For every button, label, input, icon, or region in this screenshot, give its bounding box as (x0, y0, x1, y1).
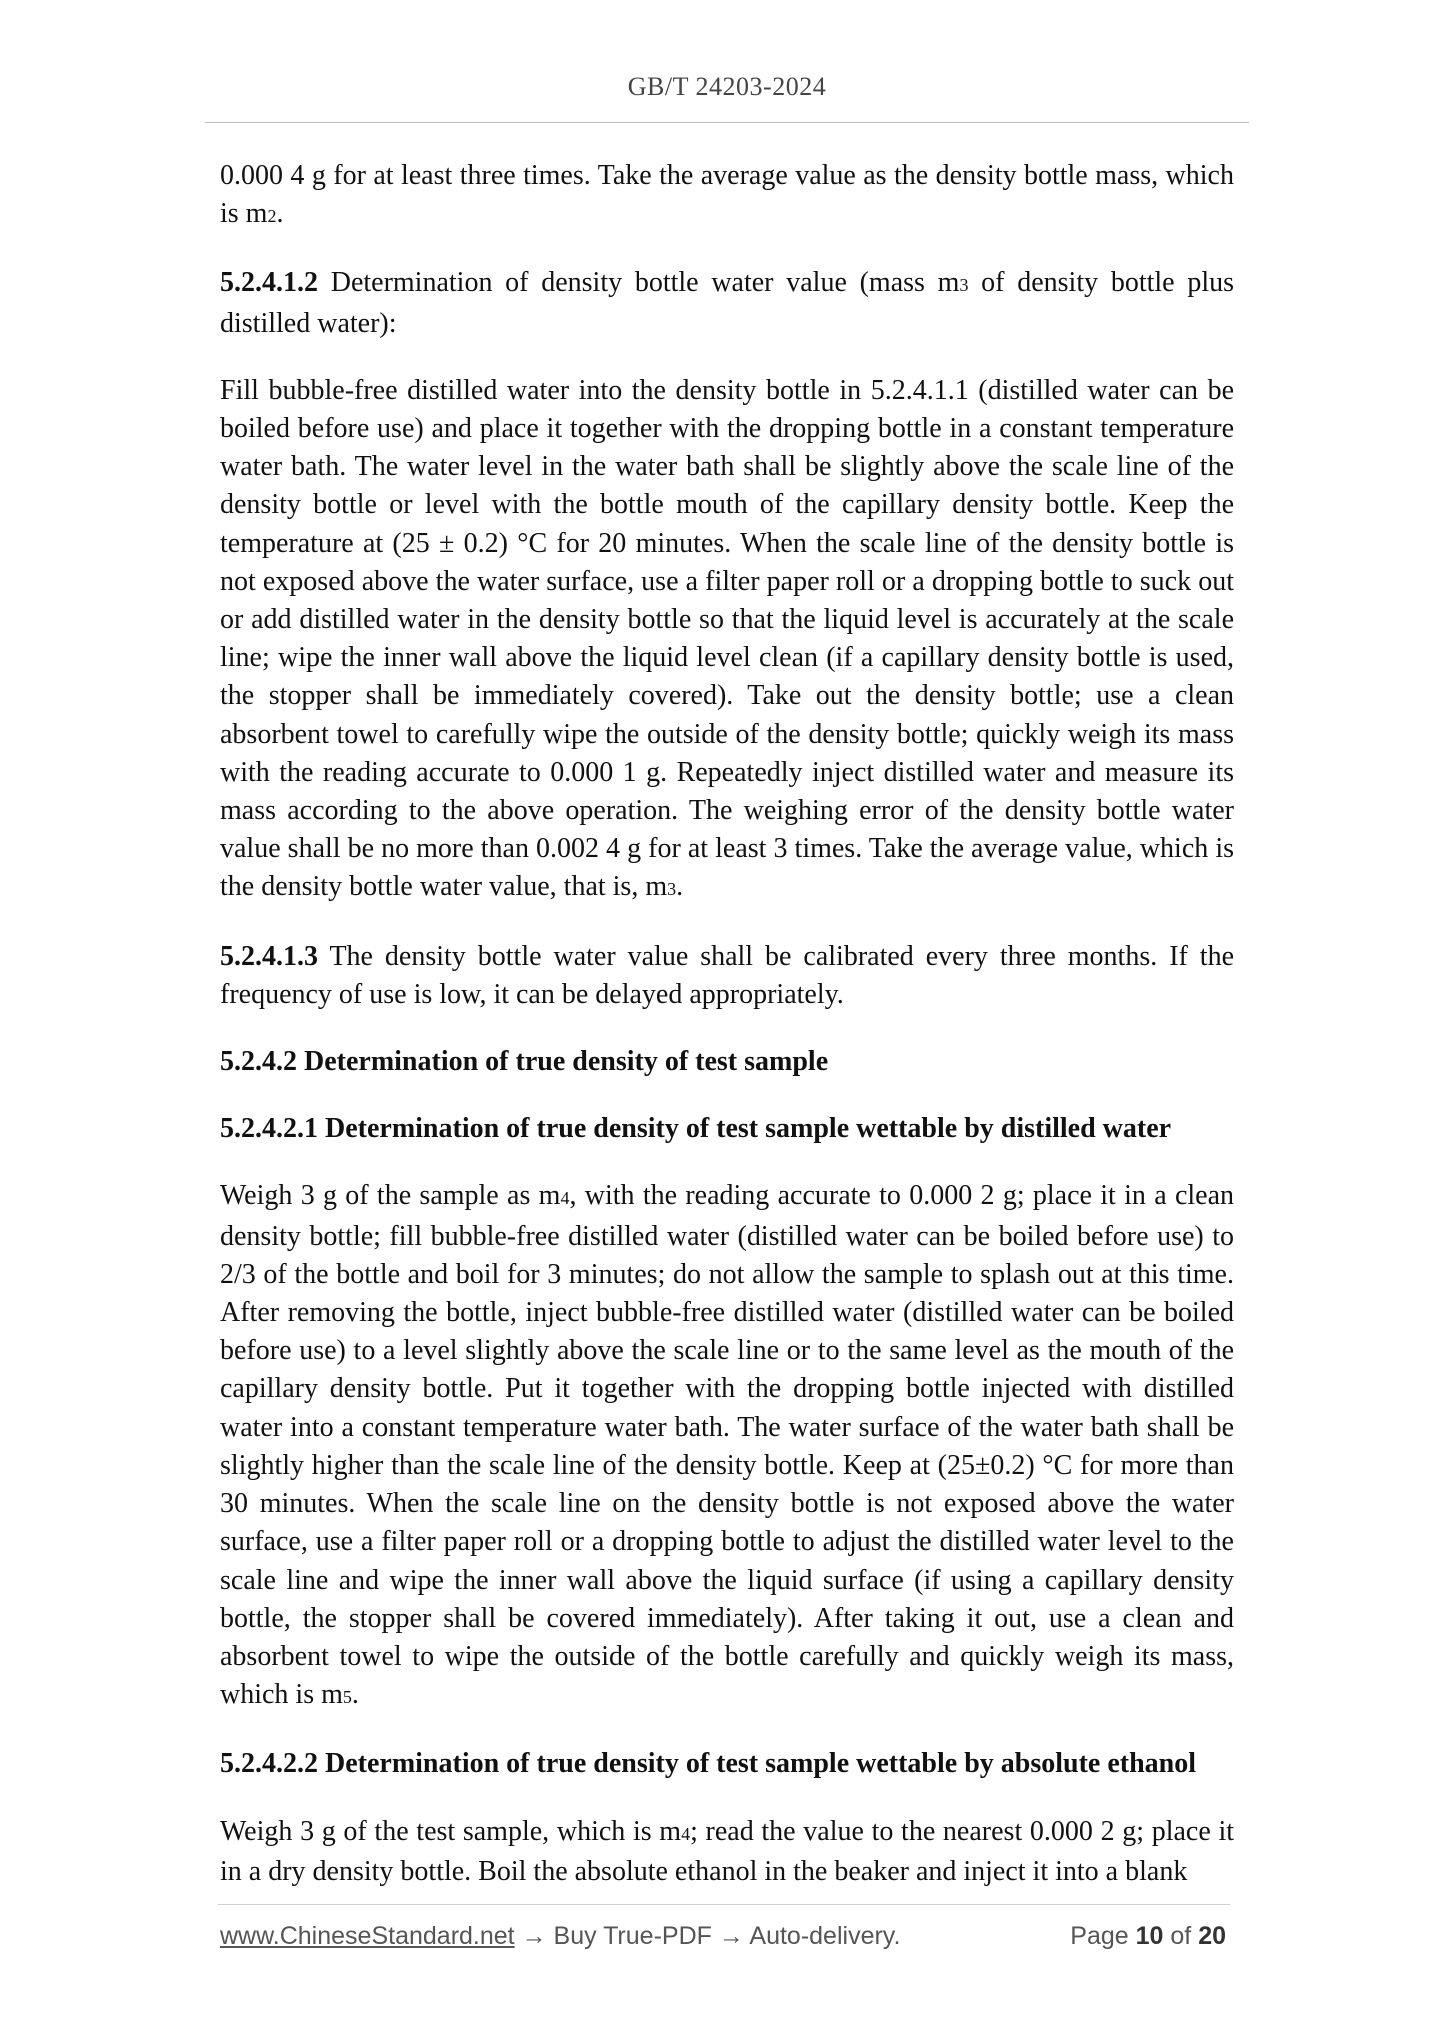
section-heading-5-2-4-2-2: 5.2.4.2.2 Determination of true density of test sample wettable by absolute ethanol (220, 1748, 1197, 1780)
paragraph-text-cont: , with the reading accurate to 0.000 2 g; place it in a clean density bottle; fill bubble-free distilled water (distilled water can be boiled before use) to 2/3 of the bottle and boil for 3 minutes; do not allow the sample to splash out at this time. After removing the bottle, inject bubble-free distilled water (distilled water can be boiled before use) to a level slightly above the scale line or to the same level as the mouth of the capillary density bottle. Put it together with the dropping bottle injected with distilled water into a constant temperature water bath. The water surface of the water bath shall be slightly higher than the scale line of the density bottle. Keep at (25±0.2) °C for more than 30 minutes. When the scale line on the density bottle is not exposed above the water surface, use a filter paper roll or a dropping bottle to adjust the distilled water level to the scale line and wipe the inner wall above the liquid surface (if using a capillary density bottle, the stopper shall be covered immediately). After taking it out, use a clean and absorbent towel to wipe the outside of the bottle carefully and quickly weigh its mass, which is m (220, 1180, 1234, 1711)
paragraph-text: Weigh 3 g of the test sample, which is m (220, 1815, 682, 1847)
clause-number: 5.2.4.1.3 (220, 940, 318, 972)
paragraph-procedure-distilled-water (220, 1177, 1234, 1716)
clause-number: 5.2.4.1.2 (220, 267, 318, 299)
paragraph-text: Weigh 3 g of the sample as m (220, 1180, 561, 1212)
page-header: GB/T 24203-2024 (627, 72, 827, 101)
page-label: Page (1070, 1922, 1136, 1950)
page-footer (220, 1922, 1230, 1958)
paragraph-end: . (276, 198, 284, 230)
subscript: 3 (959, 275, 969, 296)
clause-5-2-4-1-2 (220, 264, 1234, 342)
paragraph-procedure-ethanol (220, 1813, 1234, 1891)
footer-tagline: → Buy True-PDF → Auto-delivery. (514, 1922, 901, 1950)
total-page-number: 20 (1198, 1922, 1226, 1950)
subscript: 3 (667, 879, 677, 900)
section-heading-5-2-4-2: 5.2.4.2 Determination of true density of test sample (220, 1046, 829, 1078)
paragraph-end: . (351, 1679, 359, 1711)
clause-5-2-4-1-3 (220, 938, 1234, 1014)
paragraph-text: 0.000 4 g for at least three times. Take the average value as the density bottle mass, which is m (220, 160, 1234, 230)
clause-text: Determination of density bottle water value (mass m (318, 267, 960, 299)
page-indicator (1070, 1922, 1226, 1951)
website-link[interactable]: www.ChineseStandard.net (220, 1922, 515, 1950)
subscript: 4 (681, 1823, 691, 1844)
paragraph-continuation (220, 157, 1234, 235)
section-heading-5-2-4-2-1: 5.2.4.2.1 Determination of true density of test sample wettable by distilled water (220, 1113, 1172, 1145)
paragraph-text: Fill bubble-free distilled water into the density bottle in 5.2.4.1.1 (distilled water can be boiled before use) and place it together with the dropping bottle in a constant temperature water bath. The water level in the water bath shall be slightly above the scale line of the density bottle or level with the bottle mouth of the capillary density bottle. Keep the temperature at (25 ± 0.2) °C for 20 minutes. When the scale line of the density bottle is not exposed above the water surface, use a filter paper roll or a dropping bottle to suck out or add distilled water in the density bottle so that the liquid level is accurately at the scale line; wipe the inner wall above the liquid level clean (if a capillary density bottle is used, the stopper shall be immediately covered). Take out the density bottle; use a clean absorbent towel to carefully wipe the outside of the density bottle; quickly weigh its mass with the reading accurate to 0.000 1 g. Repeatedly inject distilled water and measure its mass according to the above operation. The weighing error of the density bottle water value shall be no more than 0.002 4 g for at least 3 times. Take the average value, which is the density bottle water value, that is, m (220, 374, 1234, 903)
paragraph-procedure-water-value (220, 372, 1234, 909)
header-divider (205, 122, 1249, 123)
current-page-number: 10 (1135, 1922, 1164, 1950)
footer-divider (218, 1904, 1230, 1905)
paragraph-text-cont: ; read the value to the nearest 0.000 2 g; place it in a dry density bottle. Boil the absolute ethanol in the beaker and inject it into a blank (220, 1815, 1234, 1887)
subscript: 4 (560, 1188, 570, 1209)
clause-text-cont: of density bottle plus distilled water): (220, 267, 1234, 339)
paragraph-end: . (676, 871, 684, 903)
footer-promo (220, 1922, 900, 1951)
subscript: 5 (342, 1687, 352, 1708)
subscript: 2 (267, 206, 277, 227)
document-body (220, 157, 1234, 1920)
of-label: of (1163, 1922, 1199, 1950)
clause-text: The density bottle water value shall be calibrated every three months. If the frequency of use is low, it can be delayed appropriately. (220, 940, 1234, 1010)
